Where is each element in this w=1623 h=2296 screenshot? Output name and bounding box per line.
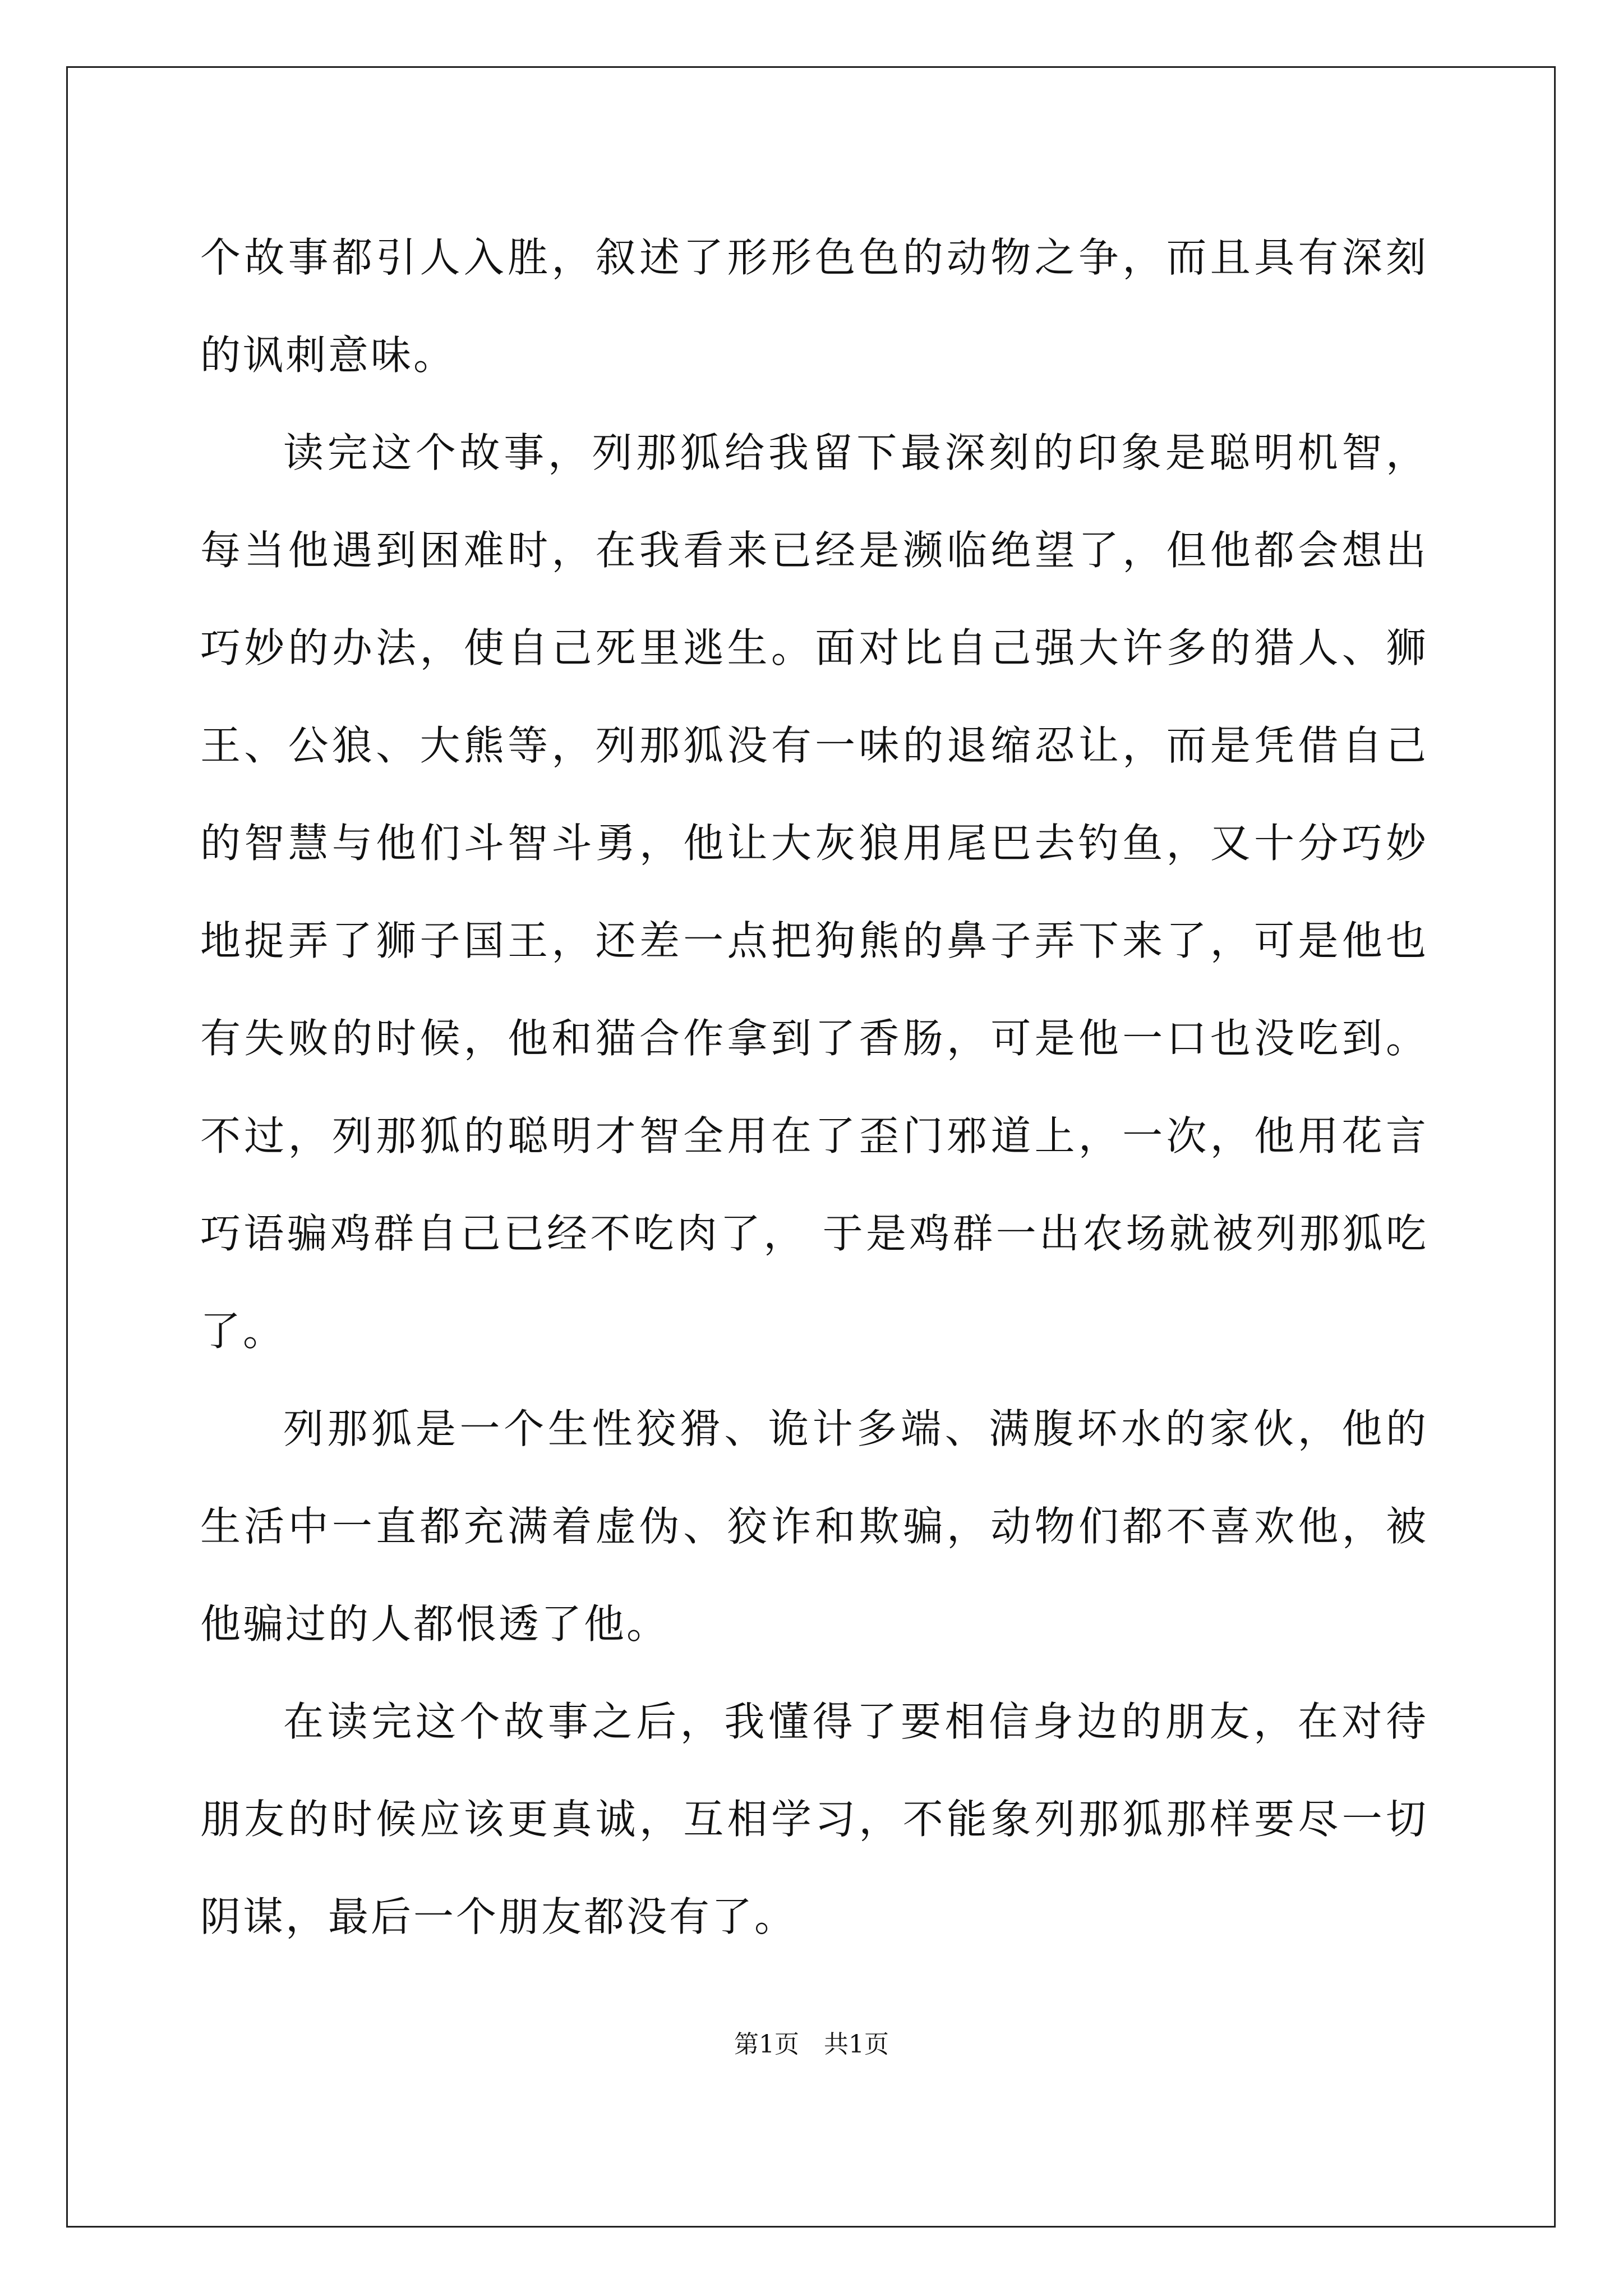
document-body: [200, 209, 1428, 1966]
page-number-footer: 第1页 共1页: [734, 2030, 889, 2059]
paragraph-2: 读完这个故事，列那狐给我留下最深刻的印象是聪明机智，每当他遇到困难时，在我看来已经是濒临绝望了，但他都会想出巧妙的办法，使自己死里逃生。面对比自己强大许多的猎人、狮王、公狼、大熊等，列那狐没有一味的退缩忍让，而是凭借自己的智慧与他们斗智斗勇，他让大灰狼用尾巴去钓鱼，又十分巧妙地捉弄了狮子国王，还差一点把狗熊的鼻子弄下来了，可是他也有失败的时候，他和猫合作拿到了香肠，可是他一口也没吃到。不过，列那狐的聪明才智全用在了歪门邪道上，一次，他用花言巧语骗鸡群自己已经不吃肉了， 于是鸡群一出农场就被列那狐吃了。: [200, 429, 1428, 1355]
paragraph-1: 个故事都引人入胜，叙述了形形色色的动物之争，而且具有深刻的讽刺意味。: [200, 234, 1428, 379]
paragraph-4: 在读完这个故事之后，我懂得了要相信身边的朋友，在对待朋友的时候应该更真诚，互相学习，不能象列那狐那样要尽一切阴谋，最后一个朋友都没有了。: [200, 1698, 1428, 1940]
paragraph-3: 列那狐是一个生性狡猾、诡计多端、满腹坏水的家伙，他的生活中一直都充满着虚伪、狡诈和欺骗，动物们都不喜欢他，被他骗过的人都恨透了他。: [200, 1405, 1428, 1648]
